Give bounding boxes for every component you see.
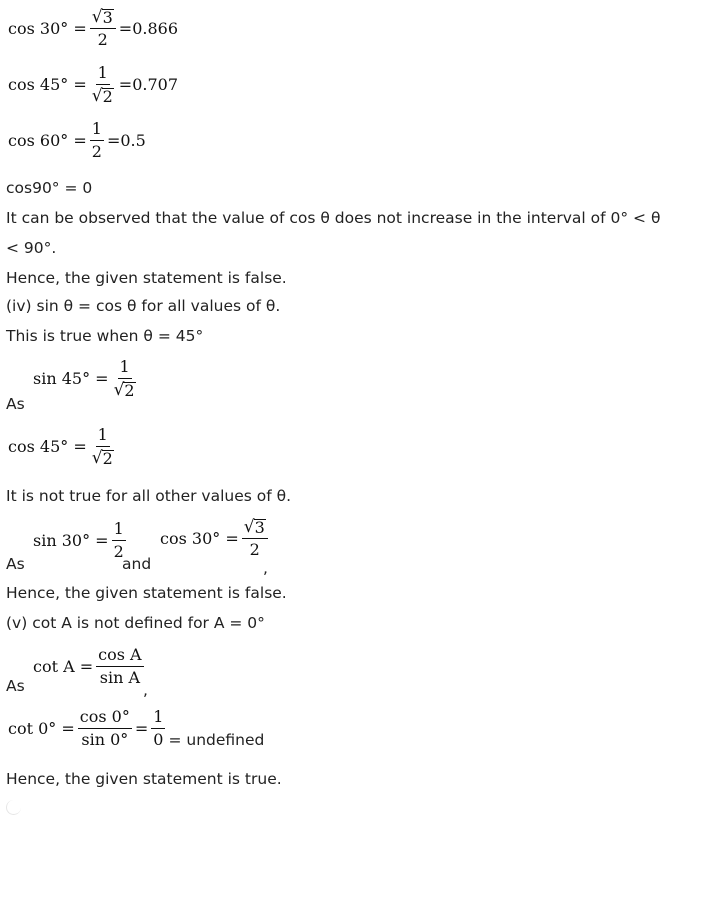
equation-sin30 [33, 520, 129, 561]
fraction-numerator: 1 [96, 426, 110, 447]
text-comma-2: , [143, 681, 148, 699]
fraction [112, 358, 138, 399]
equation-lhs: cot A = [33, 657, 94, 676]
fraction-denominator: 2 [91, 142, 102, 161]
equation-rhs: =0.5 [106, 131, 146, 150]
equation-lhs: cos 30° = [8, 19, 87, 38]
loading-spinner-icon [6, 800, 21, 815]
square-root [114, 381, 136, 399]
fraction-numerator: 1 [112, 520, 126, 541]
equation-lhs: cos 60° = [8, 131, 87, 150]
text-observation-line2: < 90°. [6, 239, 57, 257]
fraction [151, 708, 165, 749]
square-root [92, 8, 114, 26]
fraction-denominator [90, 447, 116, 467]
text-as-1: As [6, 395, 25, 413]
fraction [78, 708, 132, 749]
radical-sign-icon: √ [113, 380, 125, 400]
text-observation-line1: It can be observed that the value of cos θ does not increase in the interval of 0° < θ [6, 209, 661, 227]
equation-cos30-second [160, 518, 271, 559]
equation-cos60 [8, 120, 146, 161]
fraction [96, 646, 143, 687]
fraction [242, 518, 268, 559]
radical-sign-icon: √ [91, 7, 103, 27]
fraction-denominator [112, 379, 138, 399]
radical-sign-icon: √ [91, 448, 103, 468]
text-as-2: As [6, 555, 25, 573]
fraction-numerator: 1 [96, 64, 110, 85]
fraction-denominator: sin A [99, 668, 141, 687]
radicand: 3 [254, 518, 265, 537]
fraction-denominator: 2 [113, 542, 124, 561]
fraction-denominator: 2 [97, 30, 108, 49]
text-comma-1: , [263, 559, 268, 577]
fraction [90, 8, 116, 49]
fraction-denominator: 2 [249, 540, 260, 559]
text-as-3: As [6, 677, 25, 695]
fraction [90, 426, 116, 467]
text-true-when: This is true when θ = 45° [6, 327, 204, 345]
equation-cotA [33, 646, 147, 687]
fraction [90, 120, 104, 161]
equation-rhs: =0.866 [118, 19, 178, 38]
radical-sign-icon: √ [243, 517, 255, 537]
fraction-numerator: cos A [96, 646, 143, 667]
fraction-denominator [90, 85, 116, 105]
square-root [244, 518, 266, 536]
fraction-denominator: 0 [153, 730, 164, 749]
square-root [92, 87, 114, 105]
equation-lhs: cos 30° = [160, 529, 239, 548]
text-not-true: It is not true for all other values of θ. [6, 487, 292, 505]
square-root [92, 449, 114, 467]
text-cos90: cos90° = 0 [6, 179, 93, 197]
radicand: 2 [102, 449, 113, 468]
text-conclusion-true: Hence, the given statement is true. [6, 770, 282, 788]
radicand: 3 [102, 8, 113, 27]
fraction-numerator: 1 [118, 358, 132, 379]
equation-cos30 [8, 8, 178, 49]
equation-lhs: sin 45° = [33, 369, 109, 388]
equation-lhs: cot 0° = [8, 719, 75, 738]
fraction-numerator: 1 [151, 708, 165, 729]
fraction-denominator: sin 0° [81, 730, 129, 749]
text-part-iv: (iv) sin θ = cos θ for all values of θ. [6, 297, 281, 315]
fraction-numerator [90, 8, 116, 29]
undefined-label: = undefined [168, 730, 265, 749]
text-conclusion-false-1: Hence, the given statement is false. [6, 269, 287, 287]
equals-sign: = [134, 719, 149, 738]
equation-lhs: sin 30° = [33, 531, 109, 550]
fraction-numerator [242, 518, 268, 539]
equation-cos45-second [8, 426, 119, 467]
radical-sign-icon: √ [91, 86, 103, 106]
radicand: 2 [102, 87, 113, 106]
equation-lhs: cos 45° = [8, 437, 87, 456]
equation-cot0 [8, 708, 264, 749]
radicand: 2 [124, 381, 135, 400]
text-conclusion-false-2: Hence, the given statement is false. [6, 584, 287, 602]
equation-sin45 [33, 358, 141, 399]
equation-rhs: =0.707 [118, 75, 178, 94]
fraction [90, 64, 116, 105]
fraction-numerator: cos 0° [78, 708, 132, 729]
text-and: and [122, 555, 152, 573]
equation-lhs: cos 45° = [8, 75, 87, 94]
fraction-numerator: 1 [90, 120, 104, 141]
text-part-v: (v) cot A is not defined for A = 0° [6, 614, 265, 632]
equation-cos45 [8, 64, 178, 105]
